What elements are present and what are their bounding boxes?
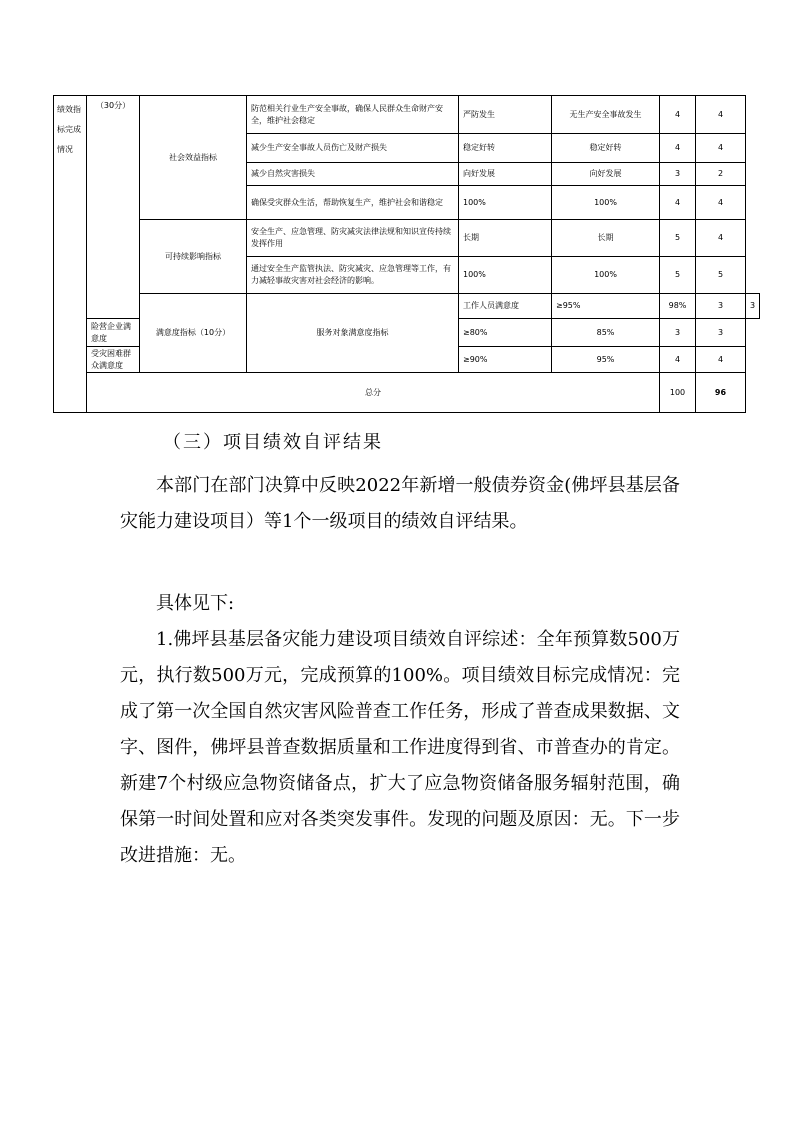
- indicator-cell: 减少自然灾害损失: [247, 163, 459, 186]
- weight-cell: 3: [660, 319, 696, 347]
- actual-cell: 稳定好转: [552, 134, 660, 163]
- score-cell: 2: [696, 163, 746, 186]
- target-cell: 向好发展: [459, 163, 552, 186]
- weight-cell: 5: [660, 220, 696, 257]
- weight-cell: 4: [660, 96, 696, 134]
- score-cell: 3: [696, 319, 746, 347]
- target-cell: 长期: [459, 220, 552, 257]
- score-cell: 4: [696, 347, 746, 373]
- indicator-category-cell: 绩效指标完成情况: [54, 96, 87, 413]
- actual-cell: 100%: [552, 257, 660, 294]
- paragraph-summary: 本部门在部门决算中反映2022年新增一般债券资金(佛坪县基层备灾能力建设项目）等1个一级项目的绩效自评结果。: [120, 475, 680, 532]
- indicator-cell: 受灾困难群众满意度: [87, 347, 140, 373]
- weight-cell: 4: [660, 186, 696, 220]
- actual-cell: 长期: [552, 220, 660, 257]
- sustainable-impact-label: 可持续影响指标: [140, 220, 247, 294]
- performance-table: [53, 95, 760, 413]
- indicator-cell: 安全生产、应急管理、防灾减灾法律法规和知识宣传持续发挥作用: [247, 220, 459, 257]
- total-score: 96: [696, 373, 746, 413]
- weight-cell: 3: [696, 294, 746, 319]
- paragraph-intro: 具体见下:: [156, 593, 235, 614]
- actual-cell: 向好发展: [552, 163, 660, 186]
- actual-cell: 95%: [552, 347, 660, 373]
- target-cell: 稳定好转: [459, 134, 552, 163]
- indicator-cell: 减少生产安全事故人员伤亡及财产损失: [247, 134, 459, 163]
- weight-cell: 4: [660, 134, 696, 163]
- indicator-cell: 工作人员满意度: [459, 294, 552, 319]
- score-cell: 5: [696, 257, 746, 294]
- target-cell: ≥90%: [459, 347, 552, 373]
- indicator-cell: 防范相关行业生产安全事故，确保人民群众生命财产安全，维护社会稳定: [247, 96, 459, 134]
- actual-cell: 85%: [552, 319, 660, 347]
- section-heading: （三）项目绩效自评结果: [163, 432, 383, 453]
- target-cell: ≥80%: [459, 319, 552, 347]
- service-satisfaction-label: 服务对象满意度指标: [247, 294, 459, 373]
- target-cell: ≥95%: [552, 294, 660, 319]
- target-cell: 100%: [459, 257, 552, 294]
- score-cell: 4: [696, 134, 746, 163]
- score-cell: 4: [696, 96, 746, 134]
- total-label: 总分: [87, 373, 660, 413]
- score-cell: 4: [696, 186, 746, 220]
- indicator-cell: 险营企业满意度: [87, 319, 140, 347]
- paragraph-project-review: 1.佛坪县基层备灾能力建设项目绩效自评综述：全年预算数500万元，执行数500万元，完成预算的100%。项目绩效目标完成情况：完成了第一次全国自然灾害风险普查工作任务，形成了普查成果数据、文字、图件，佛坪县普查数据质量和工作进度得到省、市普查办的肯定。新建7个村级应急物资储备点，扩大了应急物资储备服务辐射范围，确保第一时间处置和应对各类突发事件。发现的问题及原因：无。下一步改进措施：无。: [120, 629, 680, 866]
- actual-cell: 无生产安全事故发生: [552, 96, 660, 134]
- weight-cell: 4: [660, 347, 696, 373]
- weight-cell: 5: [660, 257, 696, 294]
- actual-cell: 100%: [552, 186, 660, 220]
- indicator-cell: 确保受灾群众生活，帮助恢复生产，维护社会和谐稳定: [247, 186, 459, 220]
- score-30-cell: （30分）: [87, 96, 140, 319]
- score-cell: 4: [696, 220, 746, 257]
- social-benefit-label: 社会效益指标: [140, 96, 247, 220]
- actual-cell: 98%: [660, 294, 696, 319]
- weight-cell: 3: [660, 163, 696, 186]
- target-cell: 100%: [459, 186, 552, 220]
- total-weight: 100: [660, 373, 696, 413]
- satisfaction-label: 满意度指标（10分）: [140, 294, 247, 373]
- target-cell: 严防发生: [459, 96, 552, 134]
- score-cell: 3: [746, 294, 760, 319]
- indicator-cell: 通过安全生产监管执法、防灾减灾、应急管理等工作，有力减轻事故灾害对社会经济的影响。: [247, 257, 459, 294]
